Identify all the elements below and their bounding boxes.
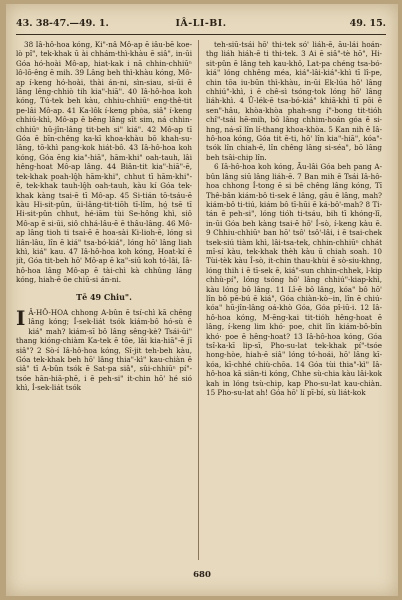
- header-chapter-verse: 49. 15.: [349, 18, 386, 29]
- chapter-opening-paragraph: [16, 305, 192, 393]
- header-verse-range: 43. 38-47.—49. 1.: [16, 18, 109, 29]
- left-column: [16, 40, 192, 560]
- header-rule: [16, 34, 386, 35]
- page-number: 680: [193, 570, 211, 580]
- chapter-heading: Tē 49 Chiu".: [76, 291, 132, 302]
- right-column-text-block-1: teh-siū-tsái hō' thi-tek só' liáh-ē, āu-lái hoán-thg liáh hiáh-ē ti thi-tek. 3 Ai ē siâ"-tè hō", Hi-sit-pûn ē lâng teh kau-khô, Lat-pa chéng tsa-bó-kiá" lóng chhêng méa, kiá"-lâi-kiá"-khì tī lî-pe, chin tōa iu-būn thì-khàu, in-ūi Ek-lúa hō' lâng chhiú"-khì, i ē chê-sì tsóng-tok lóng hō' lâng liáh-khì. 4 Ū-lék-ē tsa-bó-kiá" khiā-khì tī pōi ē sen"-hâu, khòa-khòa phah-sng í"-bong tit-tióh chî"-tsái hē-mih, bō lâng chhim-hoán góa ē si-hng, ná-sī lîn lí-thang khoa-khòa. 5 Kan nih ē Iâ-hô-hoa kóng, Góa tit ē-ti, hō' lîn kia"-hiā", kóa"-tsók lîn chiah-ē, lîn chêng lâng si-séa", bō lâng beh tsâi-chip lîn.: [206, 40, 382, 162]
- running-header: [16, 14, 386, 32]
- left-column-text-block: 38 Iâ-hô-hoa kóng, Ki"-nâ Mô-ap ē iâu-bē koe-lò pî", tek-khak ū ài chhám-thì-khàu ē siâ", in-ūi Góa hó-hoài Mô-ap, hiat-kak i nā chhin-chhiūⁿ lô-lō-êng ē mih. 39 Lâng beh thì-khàu kóng, Mô-ap í-keng hó-hoài, thài án-ni, sìn-siau, si-ūi ē lâng lêng-chhiò tih kia"-hiā". 40 Iâ-hô-hoa koh kóng, Tú-tek beh kàu, chhiu-chhiūⁿ eng-thê-tit pe-lâi Mô-ap. 41 Ka-lôk í-keng phòa, siâ" í-keng chhiú-khì, Mô-ap ē bêng lâng sīt sim, ná chhin-chhiūⁿ hū-jîn-lâng tit-beh si" kiá". 42 Mô-ap tī Góa ē bīn-chêng ka-kī khoa-khàu bō khah-su-lâng, tō-khì pang-kok hiát-bô. 43 Iâ-hô-hoa koh kóng, Góa ēng kia"-hiā", hām-khi" oah-tauh, lâi hêng-hoat Mô-ap lâng. 44 Biân-tit kia"-hiā"-ē, tek-khak poah-lô̤h hām-khi", chhut tī hām-khi"-ē, tek-khak tauh-lô̤h oah-tauh, kàu kí Góa tek-khak kàng tsai-ē tī Mô-ap. 45 Si-tián tō-tsáu-ē kàu Hi-sit-pûn, ūi-lâng-tit-tiōh tī-lîm, hó̤ tsē tī Hi-sit-pûn chhut, hé-iām tùi Se-hông khì, siô Mô-ap ē si-ūi, siô chhá-lâu-ē ē thâu-lâng. 46 Mô-ap lâng tioh ti tsai-ē ē hoa-sài Ki-lioh-ē, lóng si liân-lâu, lîn ē kiá" tsa-bó-kiá", lóng hō' lâng liah khì, kiá" kau. 47 Iâ-hô-hoa koh kóng, Hoat-kí ē jít, Góa tit-beh hō' Mô-ap ē ka"-siū koh tó-lâi, Iâ-hô-hoa lâng Mô-ap ē tài-chì kà chhûng lâng kóng, hiah-ē ōe chiū-si án-ni.: [16, 40, 192, 285]
- right-column: [206, 40, 382, 560]
- chapter-opening-text: Â-HÔ-HOA chhong A-bûn ē tsí-chì kā chêng lâng kóng; Í-sek-liát tsók kiám-bô hó-sù ē kiá" mah? kiám-sī bô lâng sêng-kè? Tsái-ūi" thang kióng-chiàm Ka-tek ē tōe, lâi kia-hiā"-ē jī siâ"? 2 Sò-í Iâ-hô-hoa kóng, Sî-jit teh-beh kàu, Góa tek-khak beh hō' lâng thia"-kì" kau-chiàn ē siâ" tī A-bûn tsók ē Sat-pa siâ", sûi-chhiūⁿ pí"-tsóe hān-hiā-phē, i ē peh-si" it-chin hō' hé sió khì, Í-sek-liát tsók: [16, 307, 192, 393]
- right-column-text-block-2: 6 Iâ-hô-hoa koh kóng, Āu-lâi Góa beh pang A-bûn lâng siū lâng liáh-ē. 7 Ban mih ē Tsái Iâ-hô-hoa chhong Í-tong ē si bē chêng lâng kóng, Tī Thê-bân kiám-bô tì-sek ē lâng, gâu ē lâng, mah? kiám-bô ti-tiú, kiám bô tī-hūi ē ká-bô'-mah? 8 Ti-tán ē peh-si", lóng tióh ti-tsáu, bih tī khóng-lī, in-ūi Góa beh kàng tsai-ē hō' Í-sò, í-keng kàu ē. 9 Chhiu-chhiūⁿ ban hō' tsô' tsô'-lâi, i ē tsai-chek tsek-siú tiàm khì, lâi-tsa-tek, chhin-chhiūⁿ chhát mî-sí kàu, tek-khak thèh kàu ū chiah soah. 10 Tùi-tèk kàu Í-sò, it-chin thau-khùi ē sò-siu-khng, lóng thih i ē tī-sek ē, kiá"-sun chhin-chhek, l-kip chhù-pí", lóng tsóng hō' lâng chhiú"-kiap-khì, kàu lóng bô lâng. 11 Lî-ē bô lâng, kóa" bô hō' lîn bô pē-bú ē kiá", Góa chiàn-kò·-in, lîn ē chiú-kóa" hū-jîn-lâng oá-khò Góa, Góa pî-iū-i. 12 Iâ-hô-hoa kóng, M-ēng-kai tit-tióh hêng-hoat ē lâng, í-keng lim khó· poe, chit lîn kiám-bô-bîn khó· poe ē hêng-hoat? 13 Iâ-hô-hoa kóng, Góa tsî-ka-kī lip-sī, Pho-su-lat tek-khak pí"-tsóe hong-hòe, hiah-ē siâ" lóng tó-hoái, hō' lâng kī-kóa, kī-chhé chiù-chōa. 14 Góa tùi thia"-kì" Iâ-hô-hoa kā siân-ti kóng, Chhe sù-chia kàu lâi-kok kah in lóng tsù-chip, kap Pho-su-lat kau-chiàn. 15 Pho-su-lat ah! Góa hō' lí pī-bí, sù liát-kok: [206, 162, 382, 398]
- column-divider: [198, 40, 199, 560]
- book-page: [6, 4, 398, 596]
- header-book-title: IÂ-LI-BI.: [175, 18, 227, 29]
- drop-cap-letter: I: [16, 305, 26, 330]
